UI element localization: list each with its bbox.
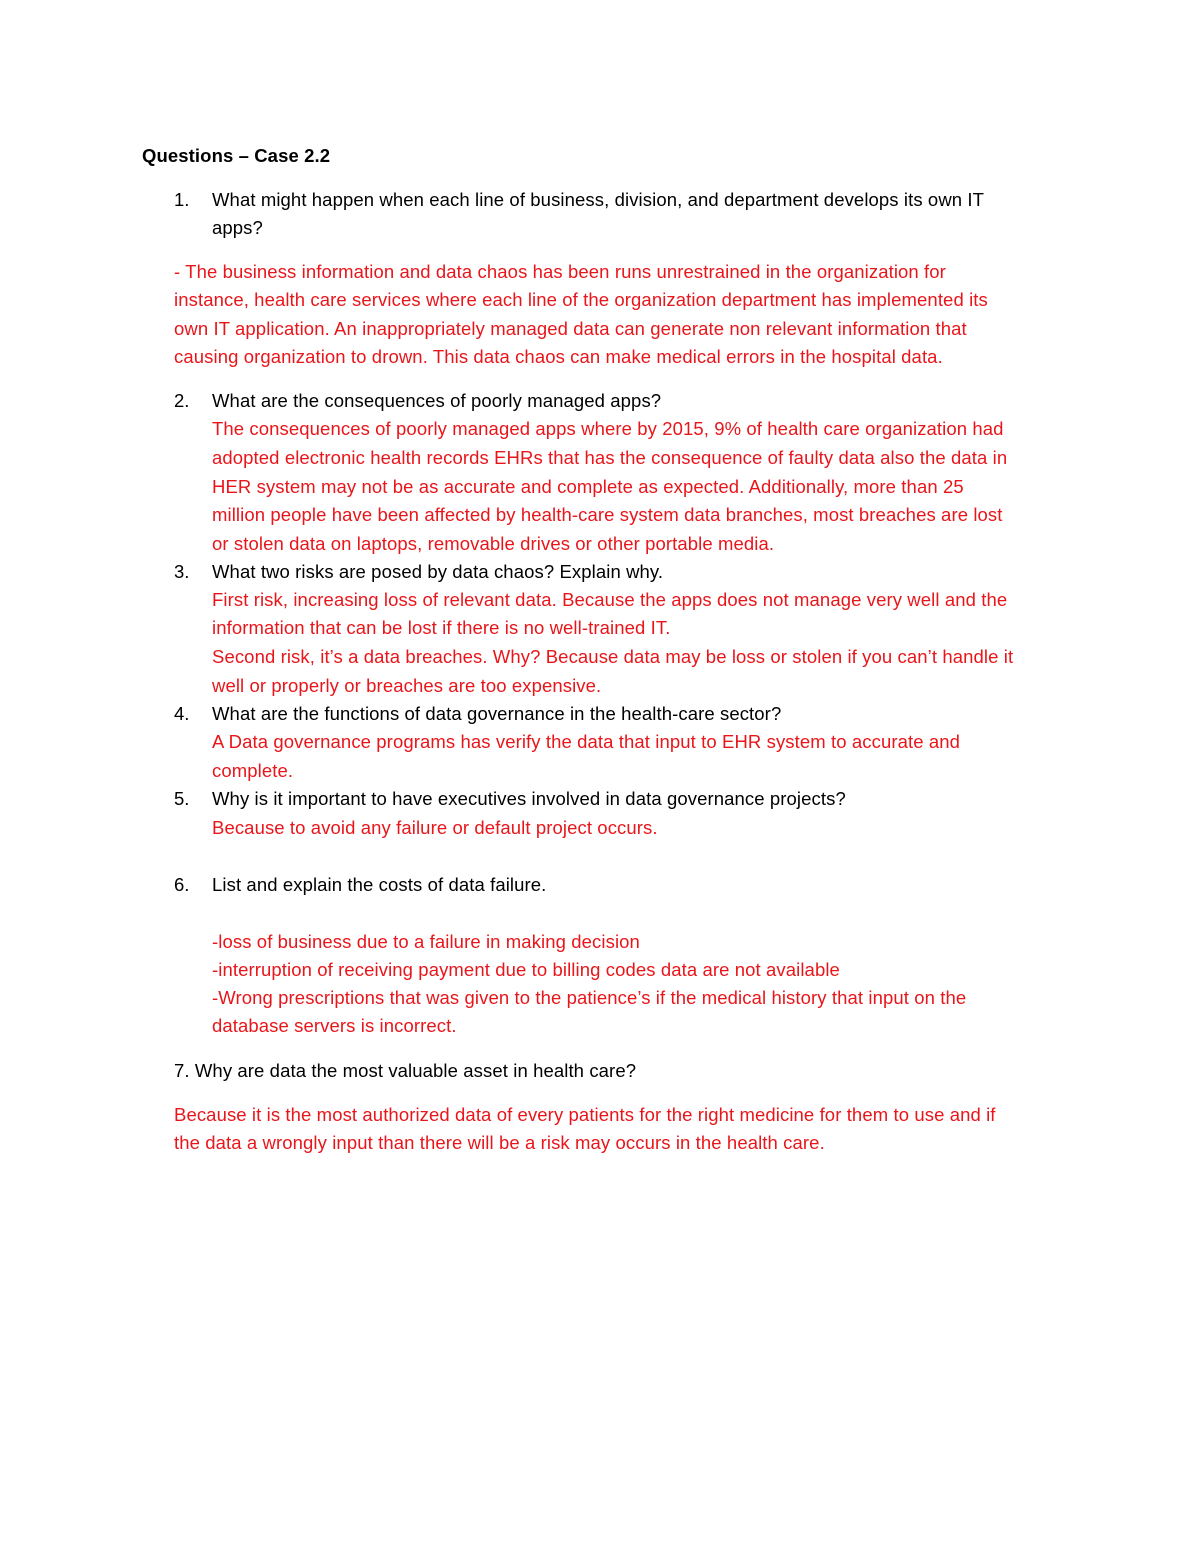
q7-question: 7. Why are data the most valuable asset in health care? bbox=[174, 1060, 637, 1081]
q1-question-line-1: What might happen when each line of business, division, and department develops its own IT bbox=[212, 189, 985, 210]
q2-number: 2. bbox=[174, 390, 190, 411]
q5-question-line-1: Why is it important to have executives involved in data governance projects? bbox=[212, 788, 846, 809]
q1-answer-line-4: causing organization to drown. This data chaos can make medical errors in the hospital data. bbox=[174, 346, 943, 367]
q4-question-line-1: What are the functions of data governance in the health-care sector? bbox=[212, 703, 782, 724]
q7-answer-line-2: the data a wrongly input than there will be a risk may occurs in the health care. bbox=[174, 1132, 825, 1153]
q7-answer-line-1: Because it is the most authorized data of every patients for the right medicine for them to use and if bbox=[174, 1104, 996, 1125]
q1-answer-line-3: own IT application. An inappropriately managed data can generate non relevant information that bbox=[174, 318, 967, 339]
q6-answer-line-2: -interruption of receiving payment due to billing codes data are not available bbox=[212, 959, 840, 980]
q4-number: 4. bbox=[174, 703, 190, 724]
q2-answer-line-5: or stolen data on laptops, removable drives or other portable media. bbox=[212, 533, 775, 554]
document-title: Questions – Case 2.2 bbox=[142, 145, 331, 166]
q2-question-line-1: What are the consequences of poorly managed apps? bbox=[212, 390, 662, 411]
q1-answer-line-1: - The business information and data chaos has been runs unrestrained in the organization for bbox=[174, 261, 946, 282]
q1-number: 1. bbox=[174, 189, 190, 210]
q2-answer-line-4: million people have been affected by health-care system data branches, most breaches are lost bbox=[212, 504, 1003, 525]
q1-answer-line-2: instance, health care services where each line of the organization department has implemented its bbox=[174, 289, 988, 310]
q4-answer-line-2: complete. bbox=[212, 760, 294, 781]
q3-question-line-1: What two risks are posed by data chaos? Explain why. bbox=[212, 561, 664, 582]
q1-question-line-2: apps? bbox=[212, 217, 263, 238]
q3-answer-line-4: well or properly or breaches are too expensive. bbox=[212, 675, 602, 696]
q2-answer-line-1: The consequences of poorly managed apps where by 2015, 9% of health care organization had bbox=[212, 418, 1004, 439]
q5-answer-line-1: Because to avoid any failure or default project occurs. bbox=[212, 817, 658, 838]
q6-number: 6. bbox=[174, 874, 190, 895]
q6-question-line-1: List and explain the costs of data failure. bbox=[212, 874, 547, 895]
q2-answer-line-2: adopted electronic health records EHRs that has the consequence of faulty data also the data in bbox=[212, 447, 1008, 468]
q4-answer-line-1: A Data governance programs has verify the data that input to EHR system to accurate and bbox=[212, 731, 961, 752]
q3-answer-line-2: information that can be lost if there is no well-trained IT. bbox=[212, 617, 671, 638]
q3-answer-line-3: Second risk, it’s a data breaches. Why? Because data may be loss or stolen if you can’t handle it bbox=[212, 646, 1014, 667]
q6-answer-line-4: database servers is incorrect. bbox=[212, 1015, 457, 1036]
q2-answer-line-3: HER system may not be as accurate and complete as expected. Additionally, more than 25 bbox=[212, 476, 964, 497]
q3-answer-line-1: First risk, increasing loss of relevant data. Because the apps does not manage very well and the bbox=[212, 589, 1008, 610]
q6-answer-line-3: -Wrong prescriptions that was given to the patience’s if the medical history that input on the bbox=[212, 987, 967, 1008]
q6-answer-line-1: -loss of business due to a failure in making decision bbox=[212, 931, 640, 952]
q3-number: 3. bbox=[174, 561, 190, 582]
q5-number: 5. bbox=[174, 788, 190, 809]
